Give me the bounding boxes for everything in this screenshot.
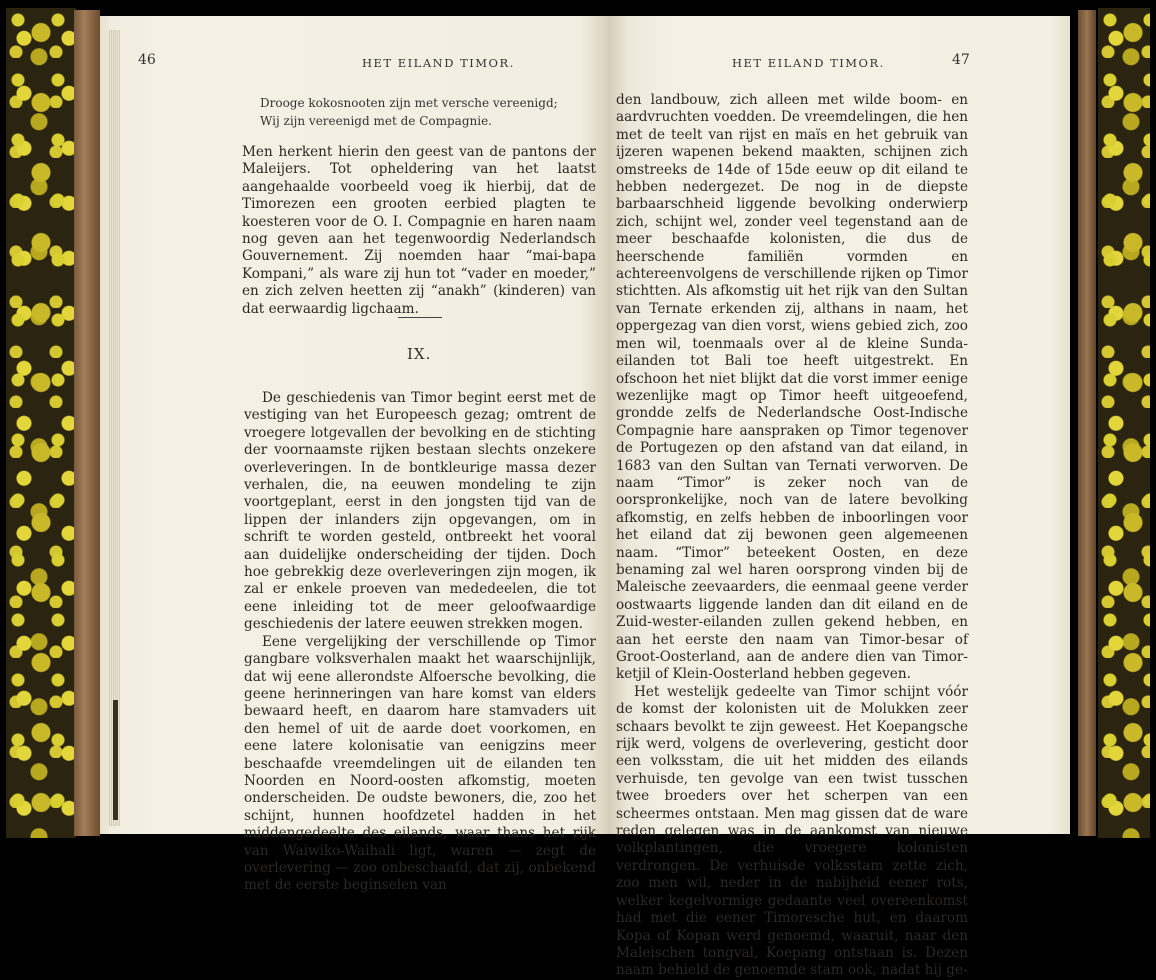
chapter-number: IX. (407, 345, 432, 363)
left-text-block (244, 390, 596, 895)
left-paragraph-2: De geschiedenis van Timor begint eerst met de vestiging van het Europeesch gezag; omtrent de vroegere lotgevallen der bevolking en de stichting der voornaamste rijken bestaan slechts onzekere overleveringen. In de bontkleurige massa dezer verhalen, die, na eeuwen mondeling te zijn voortgeplant, eerst in den jongsten tijd van de lippen der inlanders zijn opgevangen, om in schrift te worden gesteld, ontbreekt het vooral aan duidelijke onderscheiding der tijden. Doch hoe gebrekkig deze overleveringen zijn mogen, ik zal er enkele proeven van mededeelen, die tot eene inleiding tot de meer geloofwaardige geschiedenis der latere eeuwen strekken mogen. (244, 390, 596, 633)
marbled-cover-left (6, 8, 76, 838)
left-running-header: HET EILAND TIMOR. (362, 56, 515, 70)
marbled-cover-right (1098, 8, 1150, 838)
bookmark-ribbon (113, 700, 118, 820)
left-paragraph-3: Eene vergelijking der verschillende op Timor gangbare volksverhalen maakt het waarschijnlijk, dat wij eene allerondste Alfoersche bevolking, die geene herinneringen van hare komst van elders bewaard heeft, en daarom hare stamvaders uit den hemel of uit de aarde doet voorkomen, en eene latere kolonisatie van eenigzins meer beschaafde vreemdelingen uit de eilanden ten Noorden en Noord-oosten afkomstig, moeten onderscheiden. De oudste bewoners, die, zoo het schijnt, hunnen hoofdzetel hadden in het middengedeelte des eilands, waar thans het rijk van Waiwiko-Waihali ligt, waren — zegt de overlevering — zoo onbeschaafd, dat zij, onbekend met de eerste beginselen van (244, 633, 596, 894)
right-text-block (616, 92, 968, 980)
left-page-number: 46 (138, 52, 156, 68)
cover-edge-left (74, 10, 100, 836)
verse-line: Drooge kokosnooten zijn met versche vereenigd; (260, 96, 558, 110)
cover-edge-right (1078, 10, 1096, 836)
right-page-number: 47 (952, 52, 970, 68)
verse-line: Wij zijn vereenigd met de Compagnie. (260, 114, 492, 128)
verse-block (260, 94, 558, 130)
left-paragraph-1-block (242, 144, 596, 318)
section-divider (398, 317, 442, 318)
left-paragraph-1: Men herkent hierin den geest van de pantons der Maleijers. Tot opheldering van het laatst aangehaalde voorbeeld voeg ik hierbij, dat de Timorezen een grooten eerbied plagten te koesteren voor de O. I. Compagnie en haren naam nog geven aan het tegenwoordig Nederlandsch Gouvernement. Zij noemden haar “mai-bapa Kompani,” als ware zij hun tot “vader en moeder,” en zich zelven heetten zij “anakh” (kinderen) van dat eerwaardig ligchaam. (242, 144, 596, 317)
right-paragraph-1: den landbouw, zich alleen met wilde boom- en aardvruchten voedden. De vreemdelingen, die hen met de teelt van rijst en maïs en het gebruik van ijzeren wapenen bekend maakten, schijnen zich omstreeks de 14de of 15de eeuw op dit eiland te hebben nedergezet. De nog in de diepste barbaarschheid liggende bevolking onderwierp zich, schijnt wel, zonder veel tegenstand aan de meer beschaafde kolonisten, die dus de heerschende familiën vormden en achtereenvolgens de verschillende rijken op Timor stichtten. Als afkomstig uit het rijk van den Sultan van Ternate erkenden zij, althans in naam, het oppergezag van dien vorst, wiens gebied zich, zoo men wil, toenmaals over al de kleine Sunda-eilanden tot Bali toe heeft uitgestrekt. En ofschoon het niet blijkt dat die vorst immer eenige wezenlijke magt op Timor heeft uitgeoefend, grondde zelfs de Nederlandsche Oost-Indische Compagnie hare aanspraken op Timor tegenover de Portugezen op den afstand van dat eiland, in 1683 van den Sultan van Ternati verworven. De naam “Timor” is zeker noch van de oorspronkelijke, noch van de latere bevolking afkomstig, en zelfs hebben de inboorlingen voor het eiland dat zij bewonen geen algemeenen naam. “Timor” beteekent Oosten, en deze benaming zal wel haren oorsprong vinden bij de Maleische zeevaarders, die eenmaal geene verder oostwaarts liggende landen dan dit eiland en de Zuid-wester-eilanden zullen gekend hebben, en aan het eerste den naam van Timor-besar of Groot-Oosterland, aan de andere dien van Timor-ketjil of Klein-Oosterland hebben gegeven. (616, 92, 968, 683)
right-paragraph-2: Het westelijk gedeelte van Timor schijnt vóór de komst der kolonisten uit de Molukken zeer schaars bevolkt te zijn geweest. Het Koepangsche rijk werd, volgens de overlevering, gesticht door een volksstam, die uit het midden des eilands verhuisde, ten gevolge van een twist tusschen twee broeders over het scherpen van een scheermes ontstaan. Men mag gissen dat de ware reden gelegen was in de aankomst van nieuwe volkplantingen, die vroegere kolonisten verdrongen. De verhuisde volksstam zette zich, zoo men wil, neder in de nabijheid eener rots, welker kegelvormige gedaante veel overeenkomst had met die eener Timoresche hut, en daarom Kopa of Kopan werd genoemd, waaruit, naar den Maleischen tongval, Koepang ontstaan is. Dezen naam behield de genoemde stam ook, nadat hij ge- (616, 683, 968, 979)
right-running-header: HET EILAND TIMOR. (732, 56, 885, 70)
